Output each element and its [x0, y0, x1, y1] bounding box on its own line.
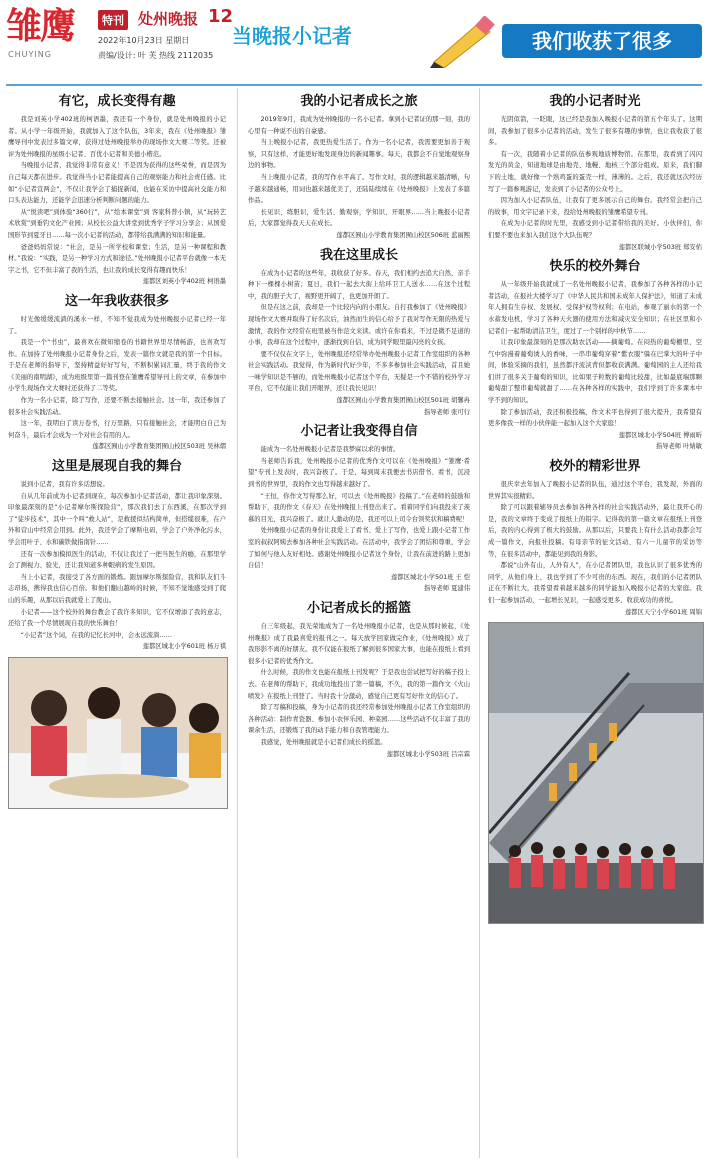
article-my-time [488, 94, 702, 253]
article-byline: 莲都区城北小学503班 吕宗霖 [386, 750, 470, 758]
article-paragraph: 自三年级起，我光荣地成为了一名处州晚报小记者，也是从那时候起，《处州晚报》成了我最喜爱的报刊之一。每天放学回家做完作业，《处州晚报》成了我形影不离的好朋友。我不仅能在报纸了解到很多国家大事，也能在报纸上看到很多小记者的优秀作文。 [248, 622, 470, 665]
article-title: 这里是展现自我的舞台 [51, 459, 182, 475]
article-paragraph: 除了参加活动，我还积极投稿，作文术平也得到了很大提升，我希望有更多像我一样的小伙伴能一起加入这个大家庭！ [488, 408, 702, 428]
article-teacher: 指导老师 夏建伟 [423, 585, 470, 593]
article-paragraph: 要不仅仅在文字上，处州晚报还经常举办处州晚报小记者工作室组织的各种社会实践活动。我觉得，作为新时代好少年，不多多参加社会实践活动，首且她一味学知识是不够的，而处州晚报小记者这个平台，无疑是一个不错的校外学习平台，它不仅能让我们开眼界，还让我长见识！ [248, 350, 470, 393]
column-left [8, 88, 226, 809]
masthead-logo: 雏鹰 [6, 5, 75, 47]
masthead [0, 0, 708, 84]
article-paragraph: 我感觉，处州晚报就是小记者们成长的摇篮。 [260, 738, 387, 746]
masthead-logo-sub: CHUYING [8, 50, 52, 59]
article-title: 快乐的校外舞台 [549, 259, 641, 275]
article-title: 校外的精彩世界 [549, 459, 641, 475]
article-paragraph: 很庆幸去年加入了晚报小记者的队伍，通过这个平台，我发现，外面的世界其实很精彩。 [488, 481, 702, 500]
article-paragraph: 但是在这之前，我却是一个比较内向的小朋友。自打我参加了《处州晚报》现场作文大赛并取得了好名次后，油然而生的信心给予了我对写作无限的热爱与激情，我的作文经常在班里被当作范文来读。或许在你看来，不过是微不足道的小事，我却在这个过程中，逐渐找到自信，成为同学眼里最闪亮的女孩。 [248, 304, 470, 347]
article-paragraph: 自从几年前成为小记者到现在，每次参加小记者活动，都让我印象深刻。印象最深刻的是“小记者摩尔斯探险营”，那次我们去丁东西溪，在那次学到了“徒步技术”，其中一个叫“救人站”，是救援似结构简单，但搭缆很难，在户外和营山中经常会用到。此外，我还学会了摩斯电码，学会了户外净化污水，学会用叶子、水和碳铁做指南针…… [8, 492, 226, 546]
article-paragraph: “王恒，你作文写得那么好，可以去《处州晚报》投稿了。”在老师的鼓励和帮助下，我的作文《春天》在处州晚报上刊登出来了。看着同学们向我投来了羡慕的目光，我兴奋极了。就让人激动的是，我还可以上司令台领奖状和稿费呢！ [248, 492, 470, 523]
article-paragraph: 长见识、练胆识，爱生活、勤观察，学知识、开眼界……当上晚报小记者后，大家都觉得我天天在成长。 [248, 208, 470, 228]
page-number: 12 [208, 6, 234, 27]
article-byline: 莲都区城北小学601班 杨万祺 [142, 643, 226, 651]
article-title: 小记者让我变得自信 [300, 424, 418, 440]
article-paragraph: 能成为一名处州晚报小记者是我梦寐以求的事情。 [260, 446, 400, 454]
article-paragraph: 小记者——这个校外的舞台教会了我许多知识，它不仅增添了我的意志，还给了我一个尽情展现自我的快乐舞台！ [8, 608, 226, 628]
article-growth-journey [248, 94, 470, 242]
column-divider [237, 88, 238, 1158]
article-year-harvest [8, 294, 226, 453]
masthead-rule [6, 84, 702, 86]
photo-kids-activity [8, 657, 228, 809]
article-paragraph: 什么时候，我的作文也能在报纸上刊发呢？于是我也尝试把写好的稿子投上去。在老师的帮助下，我成功地投出了第一篇稿，不久，我的第一篇作文《火山喷发》在报纸上刊登了。当时我十分激动，感觉自己更有写好作文的信心了。 [248, 669, 470, 700]
column-divider [479, 88, 480, 1158]
article-paragraph: 从一年级开始我就成了一名处州晚报小记者，我参加了各种各样的小记者活动，在报社大楼学习了《中华人民共和国未成年人保护法》，知道了未成年人拥有生存权、发展权、受保护权等权利；在电站，参观了丽水的第一个水蓄发电机，学习了各种天火器的使用方法和减灾安全知识；在社区里和小记者们一起帮助清洁卫生，度过了一个别样的中秋节…… [488, 281, 702, 335]
article-byline: 莲都区囿山小学教育集团囿山校区506班 蓝丽熙 [336, 231, 470, 239]
column-right [488, 88, 702, 924]
article-title: 这一年我收获很多 [64, 293, 169, 309]
article-paragraph: 当晚报小记者，我觉得非常有意义！不是因为获得的这些荣誉，而是因为自己每天都在进步。我觉得当小记者能提高自己的观察能力和社会责任感。比如“小记者宣两会”，不仅让我学会了捕捉新闻，也能在采访中提高社交能力和口头表达能力，还能学会迅速分析判断问题的能力。 [8, 162, 226, 205]
article-paragraph: 都说“山外有山，人外有人”，在小记者团队里，我也认识了很多优秀的同学，从他们身上，我也学到了不少可贵的东西。现在，我们的小记者团队正在不断壮大，我希望看着越来越多的同学能加入晚报小记者的大家庭。我们一起参加活动，一起增长见识，一起感受更多、收获成功的喜悦。 [488, 562, 702, 604]
article-byline: 莲都区城北小学501班 王 恺 [391, 573, 470, 581]
article-paragraph: 爸爸妈妈常说：“社会，是另一所学校和课堂；生活，是另一种课程和教材。”我说：“实践，是另一种学习方式和途径。”处州晚报小记者平台就像一本无字之书，它不但丰富了我的生活，也让我的成长变得有趣而快乐！ [8, 243, 226, 274]
article-byline: 莲都区囿山小学教育集团囿山校区501班 胡馨冉 [336, 397, 470, 405]
article-byline: 莲都区城北小学504班 傅雨昕 [618, 431, 702, 439]
article-title: 我的小记者成长之旅 [300, 94, 418, 109]
special-issue-badge: 特刊 [98, 10, 128, 30]
article-paragraph: 从“悦读吧”到体验“360行”，从“绘本课堂”到 客家科普小镇，从“玩转艺术欣赏”到垂钓文化产业园；从校长公益大讲堂到优秀学子学习分享会；从国爱国形节到夏牙日……每一次小记者的活动，都带给我满满的知识和能量。 [8, 208, 226, 239]
article-paragraph: 让我印象最深刻的是那次助农活动——摘葡萄。在闷热的葡萄棚里，空气中弥漫着葡萄诱人的香味，一串串葡萄穿着“紫衣服”躲在巴掌大的叶子中间，体验采摘的我们，虽然都汗流浃背但都收获满满。葡萄园的主人还给我们讲了很多关于葡萄的知识，比如果子粒数的葡萄比较甜，比如最底端那颗葡萄甜了整串葡萄就甜了……在各种各样的实践中，我们学到了许多课本中学不到的知识。 [488, 339, 702, 405]
photo-group-on-stairs [488, 622, 704, 924]
article-paragraph: 我是一个“书虫”，最喜欢在微知缩卷的书籍世界里尽情畅游，也喜欢写作。在加持了处州晚报小记者身份之后，发表一篇作文就是我的第一个目标。于是在老师的指导下，坚持精益好好写句，不断积累词汇量，终于我的作文《美丽的南明湖》，成为班级里第一篇刊登在雏鹰希望导刊上的文章，在参加中小学生现场作文大赛时还获得了二等奖。 [8, 339, 226, 393]
article-paragraph: 当上小记者，我接受了各方面的锻炼。跟加摩尔斯探险营，我和队友们斗志昂扬，携得我也信心百倍。和他们翻山越岭的时候，不知不觉地感受到了爬山的乐趣，从那以后我就爱上了爬山。 [8, 573, 226, 604]
article-title: 小记者成长的摇篮 [306, 600, 411, 616]
article-byline: 莲都区刘英小学402班 柯语墨 [142, 278, 226, 286]
article-paragraph: 除了写稿和投稿，身为小记者的我还经常参加处州晚报小记者工作室组织的各种活动：制作青瓷器、参加小农伴乐园、种菜园……这些活动不仅丰富了我的课余生活，还锻炼了我的动手能力和自我管理能力。 [248, 704, 470, 735]
paper-name: 处州晚报 [138, 10, 199, 28]
article-teacher: 指导老师 叶婧敏 [655, 443, 702, 451]
headline-banner [232, 16, 702, 68]
article-paragraph: “小记者”这个词，在我的记忆长河中，会永远流淌…… [20, 631, 172, 639]
editor-credits: 责编/设计: 叶 芙 热线 2112035 [98, 51, 214, 60]
article-byline: 莲都区天宁小学601班 周锦 [625, 608, 702, 616]
article-paragraph: 还有一次参加模拟医生的活动，不仅让我过了一把当医生的瘾，在那里学会了测视力、验光，还让我知道多种眼病的发生原因。 [8, 550, 226, 570]
article-byline: 莲都区囿山小学教育集团囿山校区503班 吴林熠 [92, 443, 226, 451]
article-cradle [248, 601, 470, 760]
article-paragraph: 处州晚报小记者的身份让我爱上了看书、爱上了写作，也爱上跟小记者工作室的叔叔阿姨去参加各种社会实践活动。在活动中，我学会了团结和尊重，学会了如何与他人友好相处。感谢处州晚报小记者这个身份，让我在前进的路上更加自信！ [248, 527, 470, 570]
article-paragraph: 有一次，我随着小记者的队伍参观地质博物馆。在那里，我看到了闪闪发光的黄金，知道地球是由地壳、地幔、地核三个部分组成。原来，我们脚下的土地，就好像一个熟鸡蛋的蛋壳一样，薄薄的。之后，我还就这次经历写了一篇参观游记，发表到了小记者的公众号上。 [488, 150, 702, 193]
article-paragraph: 当老师告诉我，处州晚报小记者的优秀作文可以在《处州晚报》“雏鹰·希望”专刊上发表时，我兴奋极了。于是，每到周末我便去书店借书、看书，沉浸到书的世界里，我的作文也写得越来越好了。 [248, 457, 470, 489]
article-growing-here [248, 248, 470, 419]
banner-headline-right: 我们收获了很多 [502, 24, 702, 58]
article-fun-growth [8, 94, 226, 288]
article-paragraph: 光阴似箭，一眨眼，这已经是我加入晚报小记者的第五个年头了。这期间，我参加了很多小记者的活动，发生了很多有趣的事情，也让我收获了很多。 [488, 116, 702, 147]
article-confidence [248, 424, 470, 595]
article-happy-stage [488, 259, 702, 453]
article-title: 我在这里成长 [319, 247, 398, 263]
article-paragraph: 我是刘英小学402班的柯语墨，我还有一个身份，就是处州晚报的小记者。从小学一年级开始，我就加入了这个队伍，3年来，我在《处州晚报》雏鹰导刊中发表过多篇文章，获得过处州晚报举办的现场作文大赛二等奖。还被评为处州晚报的星级小记者、百优小记者和美德小楷范。 [8, 116, 226, 158]
banner-headline-left: 当晚报小记者 [232, 24, 352, 48]
article-byline: 莲都区联城小学503班 郑安佑 [618, 243, 702, 251]
article-paragraph: 说到小记者，我有许多话想说。 [20, 481, 109, 489]
article-paragraph: 因为加入小记者队伍，让我有了更多展示自己的舞台。我经常会把自己的故事，用文字记录下来，投给处州晚报的雏鹰希望专刊。 [488, 197, 702, 216]
article-title: 我的小记者时光 [549, 94, 641, 109]
article-wonderful-world [488, 459, 702, 618]
article-paragraph: 当上晚报小记者，我的写作水平高了。写作文时，我的逻辑越来越清晰，句子越来越通畅，用词也越来越优美了，还陆陆续续在《处州晚报》上发表了多篇作品。 [248, 173, 470, 205]
column-middle [248, 88, 470, 762]
article-paragraph: 这一年，我明白了读万卷书，行万里路，只有接触社会，才能明白自己为何奋斗，最后才会成为一个对社会有用的人。 [8, 420, 226, 439]
pencil-icon [428, 16, 498, 68]
article-paragraph: 时光像缓缓流淌的溪水一样，不知不觉我成为处州晚报小记者已经一年了。 [8, 315, 226, 335]
article-teacher: 指导老师 张可行 [423, 408, 470, 416]
article-paragraph: 当上晚报小记者，我更热爱生活了。作为一名小记者，我需要更加善于观察，只有这样，才能更好地发现身边的新闻趣事。每天，我都会不自觉地观察身边的事物。 [248, 139, 470, 170]
article-title: 有它，成长变得有趣 [58, 94, 176, 109]
article-paragraph: 在成为小记者的时光里，我感受到小记者带给我的美好。小伙伴们，你们要不要也来加入我们这个大队伍呢？ [488, 220, 702, 239]
article-stage [8, 459, 226, 653]
article-paragraph: 2019年9月，我成为处州晚报的一名小记者。拿到小记者证的那一刻，我的心里有一种说不出的自豪感。 [248, 116, 470, 135]
article-paragraph: 作为一名小记者，除了写作，还要不断去接触社会。这一年，我还参加了很多社会实践活动。 [8, 397, 226, 416]
article-paragraph: 除了可以跟着辅导员去参加各种各样的社会实践活动外，最让我开心的是，我的文章终于变成了报纸上的铅字。记得我的第一篇文章在报纸上刊登后，我的内心得到了极大的鼓励。从那以后，只要我上有什么活动我都会写成一篇作文，向报社投稿。有母亲节的征文活动、有六一儿童节的采访等等，在很多活动中，都能见到我的身影。 [488, 504, 702, 558]
issue-date: 2022年10月23日 星期日 [98, 36, 190, 45]
article-paragraph: 在成为小记者的这些年，我收获了好多。春天，我们相约去追大自然，亲手种下一棵棵小树苗；夏日，我们一起去大街上给环卫工人送水……在这个过程中，我的胆子大了，视野更开阔了，也更加开朗了。 [248, 269, 470, 300]
